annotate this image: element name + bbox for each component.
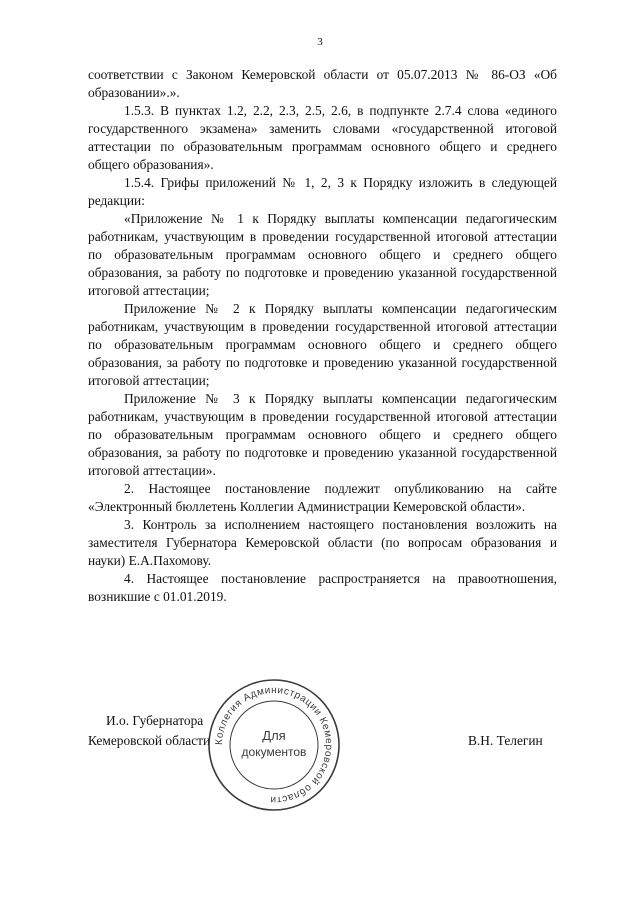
signatory-title-line-2: Кемеровской области (88, 733, 211, 748)
stamp-center-line-1: Для (262, 728, 286, 743)
signatory-title-line-1: И.о. Губернатора (106, 713, 204, 728)
page-number: 3 (317, 36, 323, 48)
document-body (88, 66, 557, 606)
paragraph: Приложение № 3 к Порядку выплаты компенсации педагогическим работникам, участвующим в проведении государственной итоговой аттестации по образовательным программам основного общего и среднего общего образования, за работу по подготовке и проведению указанной государственной итоговой аттестации». (88, 391, 557, 478)
paragraph: «Приложение № 1 к Порядку выплаты компенсации педагогическим работникам, участвующим в проведении государственной итоговой аттестации по образовательным программам основного общего и среднего общего образования, за работу по подготовке и проведению указанной государственной итоговой аттестации; (88, 211, 557, 298)
stamp-ring-text: Коллегия Администрации Кемеровской области (213, 684, 335, 806)
paragraph: 2. Настоящее постановление подлежит опубликованию на сайте «Электронный бюллетень Коллегии Администрации Кемеровской области». (88, 481, 557, 514)
paragraph: 3. Контроль за исполнением настоящего постановления возложить на заместителя Губернатора Кемеровской области (по вопросам образования и науки) Е.А.Пахомову. (88, 517, 557, 568)
stamp-center-line-2: документов (241, 745, 307, 759)
paragraph: 1.5.3. В пунктах 1.2, 2.2, 2.3, 2.5, 2.6, в подпункте 2.7.4 слова «единого государственного экзамена» заменить словами «государственной итоговой аттестации по образовательным программам основного общего и среднего общего образования». (88, 103, 557, 172)
paragraph: Приложение № 2 к Порядку выплаты компенсации педагогическим работникам, участвующим в проведении государственной итоговой аттестации по образовательным программам основного общего и среднего общего образования, за работу по подготовке и проведению указанной государственной итоговой аттестации; (88, 301, 557, 388)
signatory-name: В.Н. Телегин (468, 733, 543, 748)
paragraph: 4. Настоящее постановление распространяется на правоотношения, возникшие с 01.01.2019. (88, 571, 557, 604)
paragraph: 1.5.4. Грифы приложений № 1, 2, 3 к Порядку изложить в следующей редакции: (88, 175, 557, 208)
official-stamp (205, 676, 343, 814)
paragraph: соответствии с Законом Кемеровской области от 05.07.2013 № 86-ОЗ «Об образовании».». (88, 67, 557, 100)
